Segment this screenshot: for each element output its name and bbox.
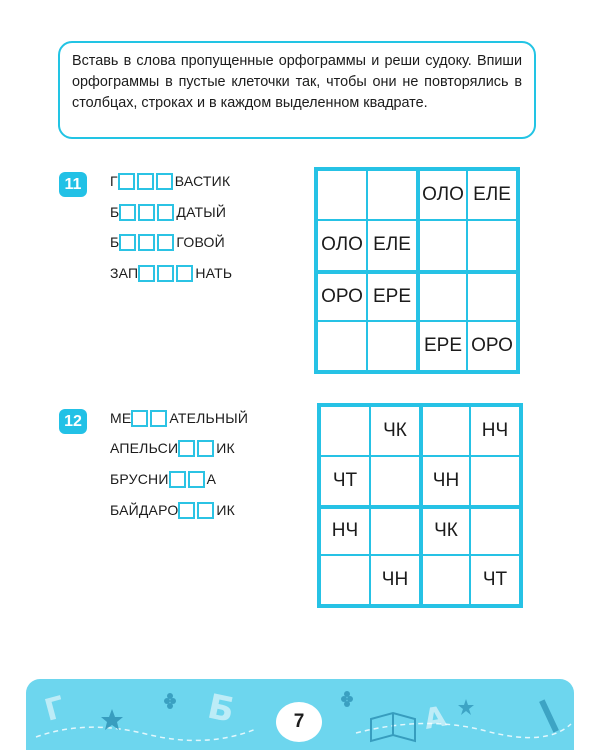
blank-box[interactable] xyxy=(119,204,136,221)
exercise-12-word-3 xyxy=(110,468,216,490)
word-prefix: ЗАП xyxy=(110,265,139,281)
sudoku-grid-11 xyxy=(314,167,520,374)
blank-box[interactable] xyxy=(178,440,195,457)
instruction-box xyxy=(58,41,536,139)
blank-box[interactable] xyxy=(169,471,186,488)
pencil-icon xyxy=(539,699,559,732)
sudoku-cell[interactable]: ЕЛЕ xyxy=(467,170,517,220)
blank-box[interactable] xyxy=(197,440,214,457)
word-prefix: Б xyxy=(110,234,120,250)
blank-box[interactable] xyxy=(138,265,155,282)
sudoku-cell[interactable] xyxy=(417,271,467,321)
instruction-text: Вставь в слова пропущенные орфограммы и реши судоку. Впиши орфограммы в пустые клеточки так, чтобы они не повторялись в столбцах, строках и в каждом выделенном квадрате. xyxy=(72,53,522,111)
blank-box[interactable] xyxy=(176,265,193,282)
star-icon xyxy=(458,699,474,715)
sudoku-cell[interactable]: ЧК xyxy=(370,406,420,456)
sudoku-cell[interactable]: ЕЛЕ xyxy=(367,220,417,270)
star-icon xyxy=(101,709,123,730)
sudoku-cell[interactable] xyxy=(420,406,470,456)
sudoku-cell[interactable]: ЧН xyxy=(370,555,420,605)
word-prefix: БАЙДАРО xyxy=(110,502,179,518)
exercise-11-word-1 xyxy=(110,170,230,192)
exercise-12-word-1 xyxy=(110,407,248,429)
sudoku-cell[interactable]: ЕРЕ xyxy=(367,271,417,321)
blank-box[interactable] xyxy=(188,471,205,488)
blank-box[interactable] xyxy=(137,173,154,190)
blank-box[interactable] xyxy=(157,204,174,221)
blank-box[interactable] xyxy=(197,502,214,519)
word-suffix: ИК xyxy=(216,440,235,456)
exercise-11-badge: 11 xyxy=(59,172,87,197)
book-icon xyxy=(371,713,415,741)
blank-box[interactable] xyxy=(178,502,195,519)
word-suffix: ВАСТИК xyxy=(174,173,231,189)
sudoku-cell[interactable] xyxy=(367,321,417,371)
word-suffix: НАТЬ xyxy=(195,265,233,281)
blank-box[interactable] xyxy=(138,204,155,221)
sudoku-cell[interactable] xyxy=(370,456,420,506)
sudoku-cell[interactable] xyxy=(317,170,367,220)
word-prefix: АПЕЛЬСИ xyxy=(110,440,179,456)
blank-box[interactable] xyxy=(131,410,148,427)
sudoku-cell[interactable] xyxy=(467,220,517,270)
page-number: 7 xyxy=(276,702,322,742)
sudoku-cell[interactable]: ОРО xyxy=(317,271,367,321)
sudoku-cell[interactable] xyxy=(467,271,517,321)
sudoku-cell[interactable]: ЧТ xyxy=(470,555,520,605)
word-suffix: А xyxy=(206,471,217,487)
exercise-12-badge: 12 xyxy=(59,409,87,434)
sudoku-cell[interactable] xyxy=(320,406,370,456)
flower-icon xyxy=(164,693,176,709)
sudoku-cell[interactable] xyxy=(317,321,367,371)
sudoku-cell[interactable]: ОЛО xyxy=(417,170,467,220)
exercise-11-word-3 xyxy=(110,231,225,253)
sudoku-cell[interactable] xyxy=(417,220,467,270)
word-suffix: ИК xyxy=(216,502,236,518)
sudoku-cell[interactable]: ОРО xyxy=(467,321,517,371)
exercise-12-word-4 xyxy=(110,499,235,521)
sudoku-cell[interactable]: ЧН xyxy=(420,456,470,506)
word-prefix: БРУСНИ xyxy=(110,471,169,487)
sudoku-grid-12 xyxy=(317,403,523,608)
exercise-11-word-4 xyxy=(110,262,232,284)
sudoku-cell[interactable]: ЧК xyxy=(420,506,470,556)
blank-box[interactable] xyxy=(150,410,167,427)
blank-box[interactable] xyxy=(119,234,136,251)
word-prefix: МЕ xyxy=(110,410,132,426)
sudoku-cell[interactable] xyxy=(470,506,520,556)
blank-box[interactable] xyxy=(118,173,135,190)
blank-box[interactable] xyxy=(156,173,173,190)
exercise-11-word-2 xyxy=(110,201,226,223)
word-suffix: ДАТЫЙ xyxy=(176,204,227,220)
exercise-12-word-2 xyxy=(110,437,235,459)
sudoku-cell[interactable]: ОЛО xyxy=(317,220,367,270)
word-prefix: Б xyxy=(110,204,120,220)
decor-letter: Б xyxy=(204,686,238,732)
decor-letter: А xyxy=(421,699,449,736)
sudoku-cell[interactable] xyxy=(370,506,420,556)
sudoku-cell[interactable]: НЧ xyxy=(320,506,370,556)
sudoku-cell[interactable] xyxy=(367,170,417,220)
word-suffix: ГОВОЙ xyxy=(176,234,225,250)
decor-letter: Г xyxy=(41,689,69,729)
blank-box[interactable] xyxy=(157,265,174,282)
sudoku-cell[interactable]: НЧ xyxy=(470,406,520,456)
flower-icon xyxy=(341,691,353,707)
blank-box[interactable] xyxy=(138,234,155,251)
sudoku-cell[interactable]: ЕРЕ xyxy=(417,321,467,371)
sudoku-cell[interactable] xyxy=(320,555,370,605)
word-suffix: АТЕЛЬНЫЙ xyxy=(169,410,249,426)
sudoku-cell[interactable] xyxy=(420,555,470,605)
sudoku-cell[interactable]: ЧТ xyxy=(320,456,370,506)
blank-box[interactable] xyxy=(157,234,174,251)
sudoku-cell[interactable] xyxy=(470,456,520,506)
word-prefix: Г xyxy=(110,173,118,189)
